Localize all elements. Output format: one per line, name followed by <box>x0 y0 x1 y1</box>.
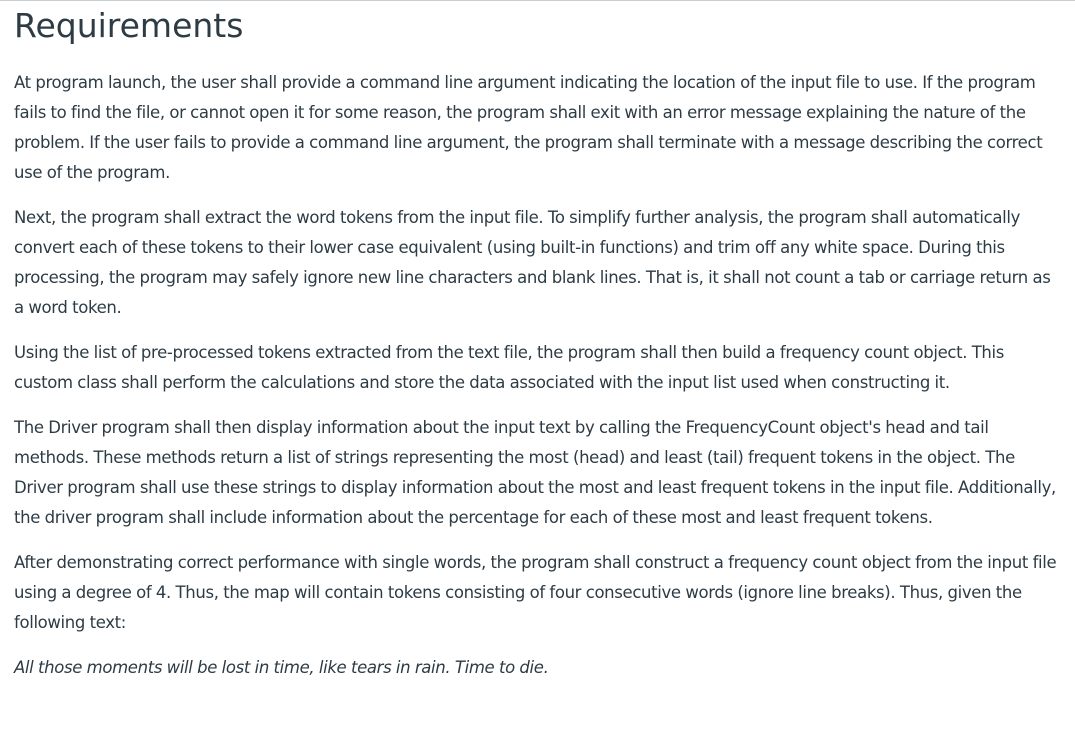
paragraph-frequency-count: Using the list of pre-processed tokens extracted from the text file, the program shall then build a frequency count object. This custom class shall perform the calculations and store the data associated with the input list used when constructing it. <box>14 343 1005 392</box>
paragraph-degree-four: After demonstrating correct performance with single words, the program shall construct a frequency count object from the input file using a degree of 4. Thus, the map will contain tokens consisting of four consecutive words (ignore line breaks). Thus, given the following text: <box>14 553 1057 632</box>
paragraph-driver-display: The Driver program shall then display information about the input text by calling the FrequencyCount object's head and tail methods. These methods return a list of strings representing the most (head) and least (tail) frequent tokens in the object. The Driver program shall use these strings to display information about the most and least frequent tokens in the input file. Additionally, the driver program shall include information about the percentage for each of these most and least frequent tokens. <box>14 418 1056 527</box>
requirements-body <box>14 68 1062 698</box>
example-quote: All those moments will be lost in time, like tears in rain. Time to die. <box>14 658 549 677</box>
page-title: Requirements <box>14 6 244 45</box>
paragraph-tokenize: Next, the program shall extract the word tokens from the input file. To simplify further analysis, the program shall automatically convert each of these tokens to their lower case equivalent (using built-in functions) and trim off any white space. During this processing, the program may safely ignore new line characters and blank lines. That is, it shall not count a tab or carriage return as a word token. <box>14 208 1051 317</box>
top-divider <box>0 0 1075 1</box>
paragraph-launch: At program launch, the user shall provide a command line argument indicating the location of the input file to use. If the program fails to find the file, or cannot open it for some reason, the program shall exit with an error message explaining the nature of the problem. If the user fails to provide a command line argument, the program shall terminate with a message describing the correct use of the program. <box>14 73 1043 182</box>
